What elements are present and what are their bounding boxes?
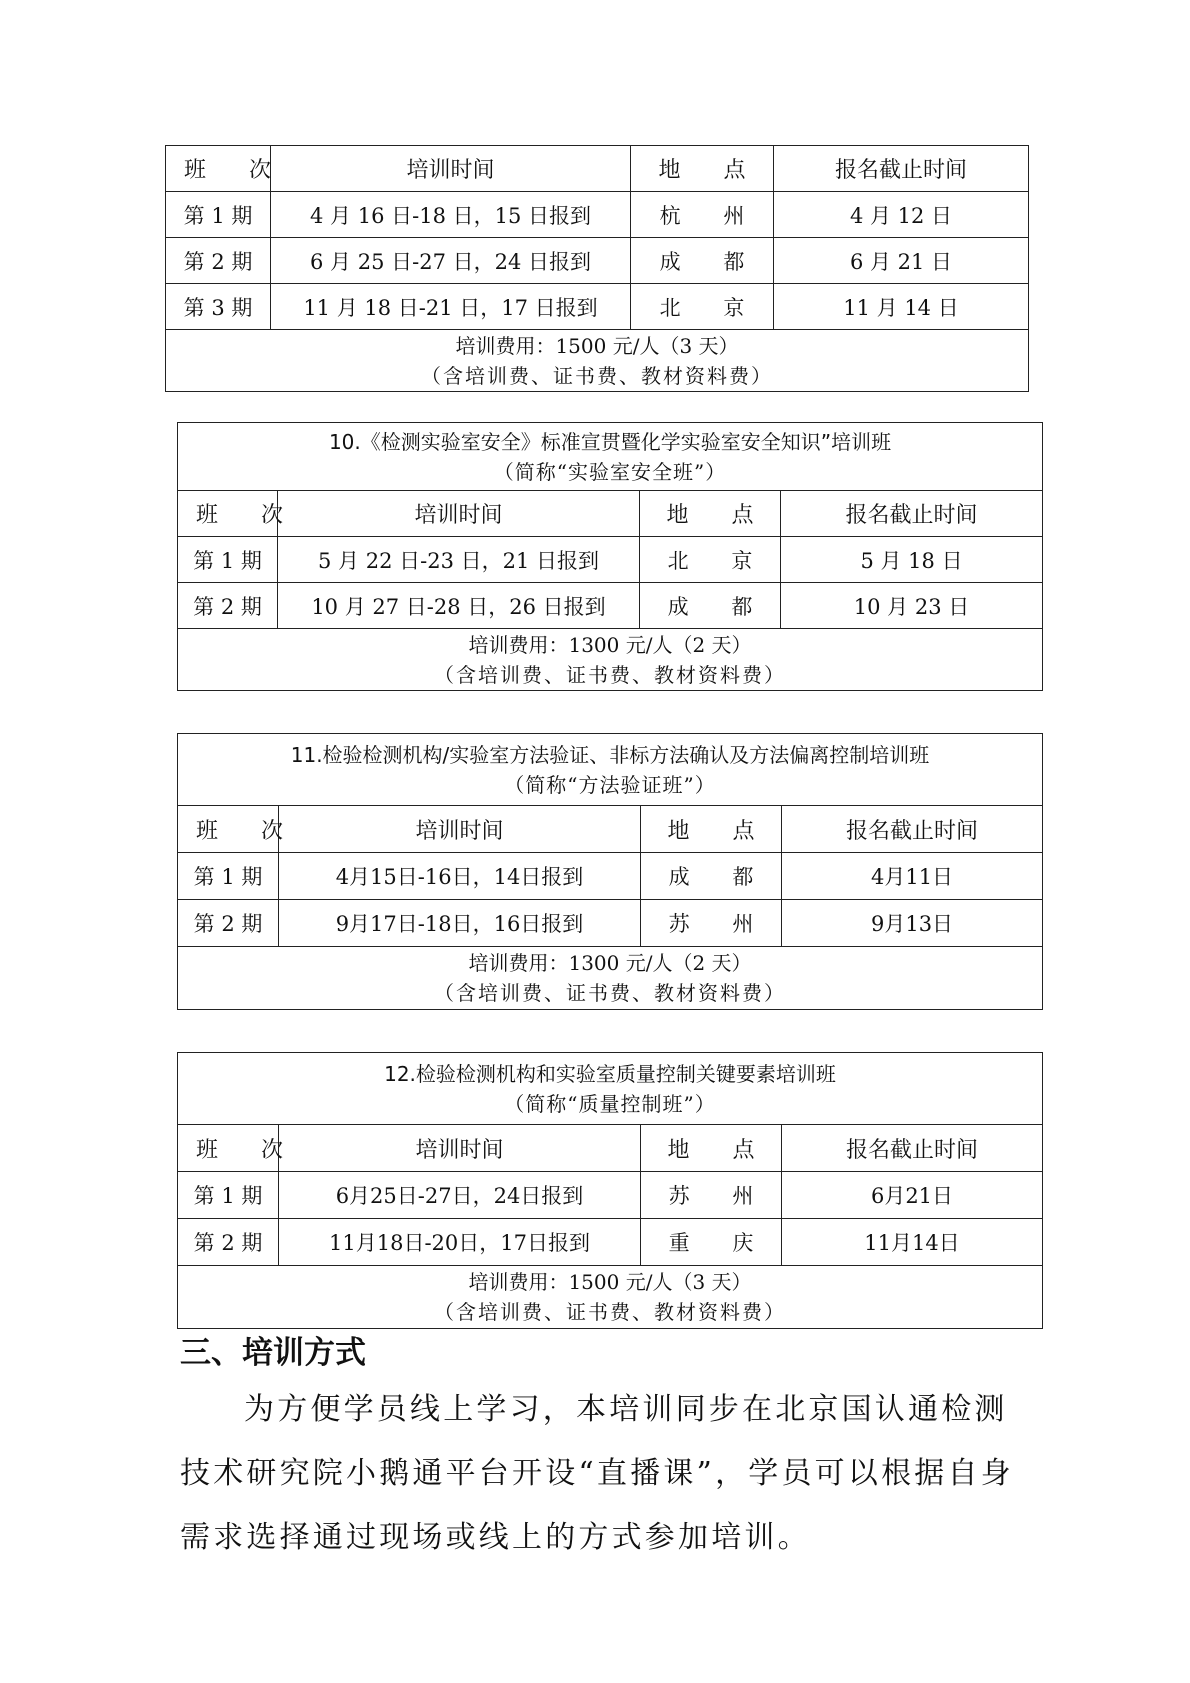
- header-time: 培训时间: [278, 491, 640, 537]
- fee-value: 1500 元/人（3 天）: [555, 333, 739, 358]
- fee-note: （含培训费、证书费、教材资料费）: [434, 1300, 786, 1324]
- table-title: 11.检验检测机构/实验室方法验证、非标方法确认及方法偏离控制培训班: [290, 742, 930, 767]
- cell-session: 第 1 期: [178, 1172, 279, 1219]
- table-title: 12.检验检测机构和实验室质量控制关键要素培训班: [384, 1061, 836, 1086]
- header-class: 班 次: [166, 146, 271, 192]
- fee-note: （含培训费、证书费、教材资料费）: [434, 981, 787, 1005]
- fee-row: [178, 1266, 1043, 1329]
- table-header-row: [178, 806, 1043, 853]
- cell-time: 10 月 27 日-28 日，26 日报到: [278, 583, 640, 629]
- cell-location: 成 都: [641, 853, 782, 900]
- header-location: 地 点: [641, 806, 782, 853]
- table-subtitle: （简称“质量控制班”）: [504, 1091, 716, 1116]
- table-row: [178, 900, 1043, 947]
- fee-label: 培训费用：: [455, 333, 556, 358]
- fee-value: 1300 元/人（2 天）: [568, 951, 752, 975]
- fee-row: [178, 629, 1043, 691]
- header-class: 班 次: [178, 806, 279, 853]
- cell-session: 第 1 期: [178, 853, 279, 900]
- cell-time: 9月17日-18日，16日报到: [279, 900, 641, 947]
- fee-note: （含培训费、证书费、教材资料费）: [434, 662, 787, 687]
- table-title-cell: [178, 734, 1043, 806]
- fee-cell: [178, 1266, 1043, 1329]
- fee-label: 培训费用：: [468, 1270, 569, 1294]
- table-header-row: [178, 491, 1043, 537]
- header-deadline: 报名截止时间: [774, 146, 1029, 192]
- cell-location: 成 都: [640, 583, 781, 629]
- table-row: [166, 192, 1029, 238]
- cell-session: 第 1 期: [178, 537, 278, 583]
- table-title-row: [178, 423, 1043, 491]
- fee-value: 1300 元/人（2 天）: [568, 632, 752, 657]
- cell-deadline: 11 月 14 日: [774, 284, 1029, 330]
- fee-label: 培训费用：: [468, 951, 569, 975]
- table-title-cell: [178, 423, 1043, 491]
- table-row: [166, 284, 1029, 330]
- section-heading-training-method: 三、培训方式: [180, 1335, 366, 1371]
- table-title-cell: [178, 1053, 1043, 1125]
- table-title-row: [178, 1053, 1043, 1125]
- table-title-row: [178, 734, 1043, 806]
- header-class: 班 次: [178, 491, 278, 537]
- cell-deadline: 4 月 12 日: [774, 192, 1029, 238]
- header-deadline: 报名截止时间: [781, 491, 1043, 537]
- fee-note: （含培训费、证书费、教材资料费）: [421, 363, 773, 388]
- table-header-row: [166, 146, 1029, 192]
- header-class: 班 次: [178, 1125, 279, 1172]
- fee-row: [166, 330, 1029, 392]
- cell-location: 杭 州: [631, 192, 774, 238]
- cell-time: 6 月 25 日-27 日，24 日报到: [271, 238, 631, 284]
- cell-time: 4 月 16 日-18 日，15 日报到: [271, 192, 631, 238]
- header-deadline: 报名截止时间: [782, 1125, 1043, 1172]
- cell-session: 第 2 期: [178, 900, 279, 947]
- cell-session: 第 2 期: [178, 583, 278, 629]
- table-row: [178, 537, 1043, 583]
- cell-session: 第 2 期: [178, 1219, 279, 1266]
- cell-location: 成 都: [631, 238, 774, 284]
- fee-label: 培训费用：: [468, 632, 569, 657]
- cell-time: 11月18日-20日，17日报到: [279, 1219, 641, 1266]
- cell-location: 苏 州: [641, 900, 782, 947]
- table-subtitle: （简称“方法验证班”）: [504, 772, 716, 797]
- fee-cell: [178, 947, 1043, 1010]
- cell-deadline: 9月13日: [782, 900, 1043, 947]
- training-table-11: [177, 733, 1043, 1010]
- cell-deadline: 10 月 23 日: [781, 583, 1043, 629]
- table-subtitle: （简称“实验室安全班”）: [493, 459, 727, 484]
- cell-location: 苏 州: [641, 1172, 782, 1219]
- header-location: 地 点: [641, 1125, 782, 1172]
- training-table-9: [165, 145, 1029, 392]
- header-time: 培训时间: [271, 146, 631, 192]
- table-row: [178, 1172, 1043, 1219]
- header-deadline: 报名截止时间: [782, 806, 1043, 853]
- cell-time: 11 月 18 日-21 日，17 日报到: [271, 284, 631, 330]
- cell-location: 重 庆: [641, 1219, 782, 1266]
- cell-deadline: 5 月 18 日: [781, 537, 1043, 583]
- cell-time: 5 月 22 日-23 日，21 日报到: [278, 537, 640, 583]
- training-table-12: [177, 1052, 1043, 1329]
- cell-session: 第 2 期: [166, 238, 271, 284]
- header-time: 培训时间: [279, 1125, 641, 1172]
- table-row: [178, 1219, 1043, 1266]
- table-row: [166, 238, 1029, 284]
- table-row: [178, 583, 1043, 629]
- header-location: 地 点: [640, 491, 781, 537]
- cell-session: 第 3 期: [166, 284, 271, 330]
- cell-deadline: 6 月 21 日: [774, 238, 1029, 284]
- cell-deadline: 6月21日: [782, 1172, 1043, 1219]
- fee-cell: [166, 330, 1029, 392]
- header-time: 培训时间: [279, 806, 641, 853]
- cell-time: 4月15日-16日，14日报到: [279, 853, 641, 900]
- cell-location: 北 京: [640, 537, 781, 583]
- cell-session: 第 1 期: [166, 192, 271, 238]
- header-location: 地 点: [631, 146, 774, 192]
- cell-time: 6月25日-27日，24日报到: [279, 1172, 641, 1219]
- cell-location: 北 京: [631, 284, 774, 330]
- cell-deadline: 4月11日: [782, 853, 1043, 900]
- table-title: 10.《检测实验室安全》标准宣贯暨化学实验室安全知识”培训班: [328, 429, 892, 454]
- table-row: [178, 853, 1043, 900]
- cell-deadline: 11月14日: [782, 1219, 1043, 1266]
- fee-row: [178, 947, 1043, 1010]
- fee-cell: [178, 629, 1043, 691]
- section-paragraph-training-method: 为方便学员线上学习，本培训同步在北京国认通检测技术研究院小鹅通平台开设“直播课”，学员可以根据自身需求选择通过现场或线上的方式参加培训。: [180, 1392, 1014, 1555]
- training-table-10: [177, 422, 1043, 691]
- fee-value: 1500 元/人（3 天）: [568, 1270, 752, 1294]
- table-header-row: [178, 1125, 1043, 1172]
